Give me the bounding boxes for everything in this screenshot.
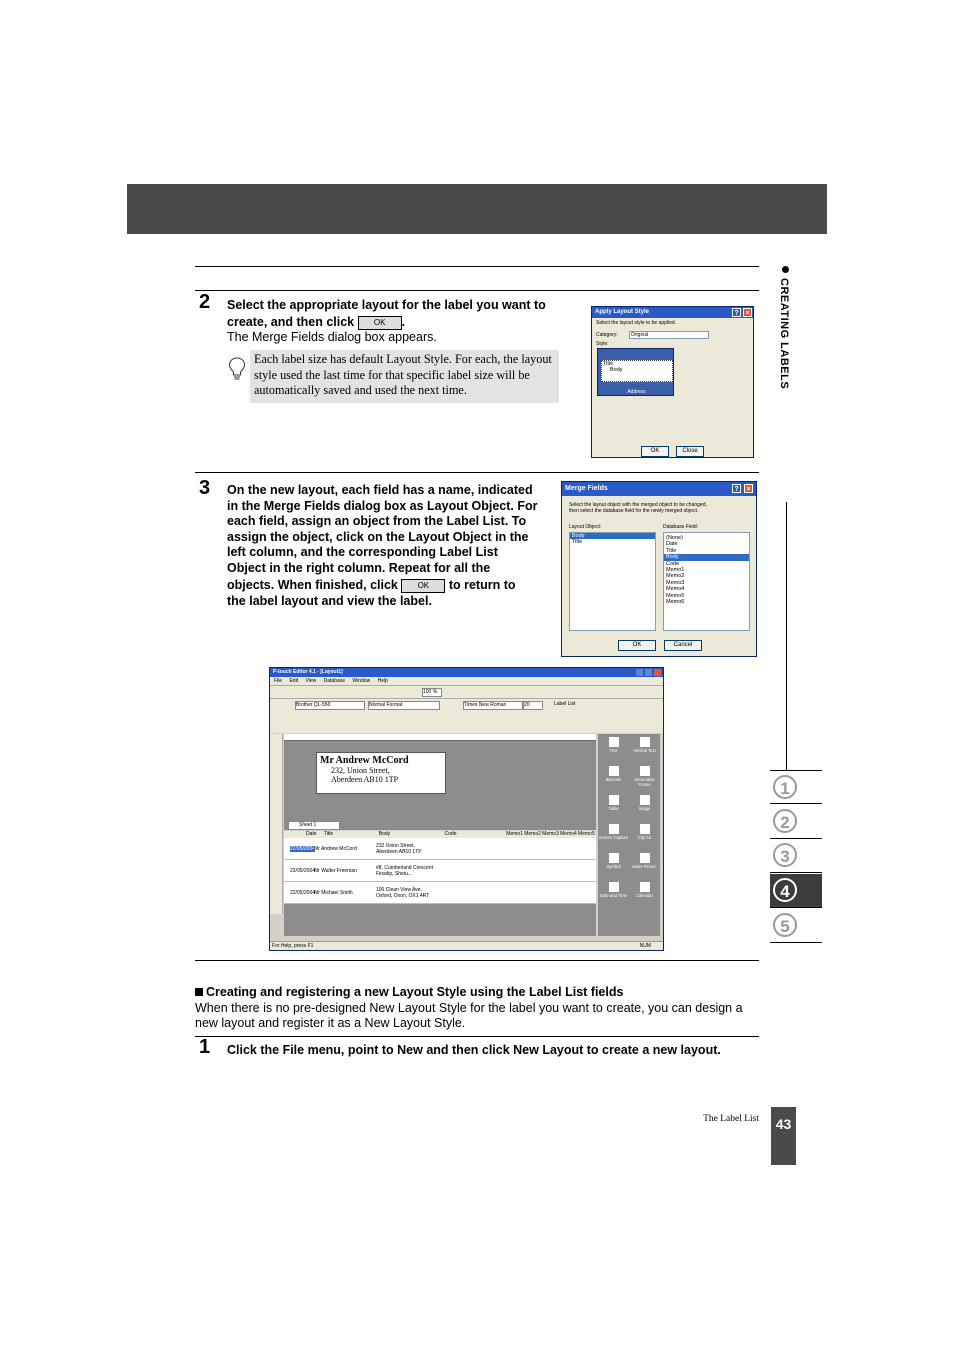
label-list-grid[interactable] bbox=[284, 831, 596, 936]
chapter-tab-4[interactable]: 4 bbox=[770, 874, 822, 908]
side-divider bbox=[786, 502, 787, 770]
ok-button[interactable]: OK bbox=[618, 640, 656, 651]
step-3-instruction: On the new layout, each field has a name, indicated in the Merge Fields dialog box as Layout Object. For each field, assign an object from the Label List. To assign the object, click on the Layout Object in the left column, and the corresponding Label List Object in the right column. Repeat for all the objects. When finished, click OK to return to the label layout and view the label. bbox=[227, 483, 538, 608]
step-1-instruction: Click the File menu, point to New and then click New Layout to create a new layout. bbox=[227, 1043, 721, 1057]
header-bar bbox=[127, 184, 827, 234]
section-body: When there is no pre-designed New Layout Style for the label you want to create, you can design a new layout and register it as a New Layout Style. bbox=[195, 1001, 743, 1030]
chapter-tab-3[interactable]: 3 bbox=[770, 839, 822, 873]
inline-ok-button: OK bbox=[358, 316, 402, 330]
section-bullet bbox=[782, 266, 789, 273]
size-select[interactable]: 20 bbox=[523, 701, 543, 710]
font-select[interactable]: Times New Roman bbox=[463, 701, 523, 710]
label-preview[interactable]: Mr Andrew McCord 232, Union Street, Aberdeen AB10 1TP bbox=[316, 752, 446, 794]
style-preview[interactable]: Title Body Address bbox=[597, 348, 674, 396]
cancel-button[interactable]: Cancel bbox=[664, 640, 702, 651]
drawing-tools-column bbox=[270, 734, 283, 914]
screen-capture-tool[interactable]: Screen Capture bbox=[598, 821, 629, 850]
help-icon[interactable]: ? bbox=[732, 484, 741, 493]
rule-step3 bbox=[195, 472, 759, 473]
make-picture-tool[interactable]: Make Picture bbox=[629, 850, 660, 879]
vertical-text-icon bbox=[640, 737, 650, 747]
footer-label: The Label List bbox=[703, 1114, 759, 1124]
step-3-number: 3 bbox=[199, 477, 211, 499]
close-icon[interactable]: × bbox=[743, 308, 752, 317]
category-select[interactable]: Original bbox=[629, 331, 709, 339]
lightbulb-icon bbox=[228, 357, 246, 381]
clip-art-icon bbox=[640, 824, 650, 834]
maximize-icon[interactable] bbox=[645, 669, 652, 676]
date-time-tool[interactable]: Date and Time bbox=[598, 879, 629, 908]
rule-section bbox=[195, 960, 759, 961]
chapter-tab-2[interactable]: 2 bbox=[770, 805, 822, 839]
minimize-icon[interactable] bbox=[636, 669, 643, 676]
table-row[interactable]: 22/05/2004 Mr Michael Smith 100 Clean View Ave, Oxford, Oxon, OX1 4RT bbox=[284, 882, 596, 904]
layout-object-list[interactable]: Body Title bbox=[569, 532, 656, 631]
rule-step1 bbox=[195, 1036, 759, 1037]
step-2-result: The Merge Fields dialog box appears. bbox=[227, 330, 437, 344]
barcode-icon bbox=[609, 766, 619, 776]
printer-select[interactable]: Brother QL-550 bbox=[295, 701, 365, 710]
step-1-number: 1 bbox=[199, 1036, 211, 1058]
ptouch-editor-window bbox=[269, 667, 664, 951]
window-title-bar: P-touch Editor 4.1 - [Layout1] bbox=[270, 668, 663, 677]
merge-fields-dialog: Merge Fields ? × Select the layout object with the merged object to be changed, then select the database field for the newly merged object. Layout Object: Body Title Database Field: (None) Date Title Body Code Memo1 Memo2 Memo3 Memo4 Memo5 Memo6 OK Cancel bbox=[561, 481, 757, 657]
ok-button[interactable]: OK bbox=[641, 446, 669, 457]
calendar-icon bbox=[640, 882, 650, 892]
dialog-title-bar: Apply Layout Style ? × bbox=[592, 307, 753, 318]
close-button[interactable]: Close bbox=[676, 446, 704, 457]
step-2-number: 2 bbox=[199, 291, 211, 313]
apply-layout-style-dialog: Apply Layout Style ? × Select the layout style to be applied. Category: Original Style: Title Body Address OK Close bbox=[591, 306, 754, 458]
main-toolbar bbox=[270, 685, 663, 698]
section-heading: Creating and registering a new Layout Style using the Label List fields bbox=[195, 985, 623, 999]
calendar-tool[interactable]: Calendar bbox=[629, 879, 660, 908]
image-tool[interactable]: Image bbox=[629, 792, 660, 821]
text-tool[interactable]: Text bbox=[598, 734, 629, 763]
sheet-tab[interactable]: Sheet 1 bbox=[288, 821, 340, 830]
rule-top bbox=[195, 266, 759, 267]
screen-capture-icon bbox=[609, 824, 619, 834]
date-time-icon bbox=[609, 882, 619, 892]
font-format-select[interactable]: Normal Format bbox=[368, 701, 440, 710]
side-section-title: CREATING LABELS bbox=[778, 278, 790, 390]
square-bullet-icon bbox=[195, 988, 203, 996]
make-picture-icon bbox=[640, 853, 650, 863]
close-icon[interactable] bbox=[654, 669, 661, 676]
label-list-select[interactable]: Label List bbox=[554, 701, 576, 707]
zoom-select[interactable]: 100 % bbox=[422, 688, 442, 697]
status-bar: For Help, press F1 NUM bbox=[270, 941, 663, 950]
symbol-icon bbox=[609, 853, 619, 863]
menu-bar: File Edit View Database Window Help bbox=[270, 677, 663, 685]
database-field-list[interactable]: (None) Date Title Body Code Memo1 Memo2 Memo3 Memo4 Memo5 Memo6 bbox=[663, 532, 750, 631]
table-row[interactable]: 22/05/2004 Mr Walter Freeman #8, Cumberland Crescent Finsdip, Shetu... bbox=[284, 860, 596, 882]
vertical-text-tool[interactable]: Vertical Text bbox=[629, 734, 660, 763]
chapter-tab-1[interactable]: 1 bbox=[770, 770, 822, 804]
barcode-tool[interactable]: Barcode bbox=[598, 763, 629, 792]
grid-header: Date Title Body Code Memo1 Memo2 Memo3 Memo4 Memo5 bbox=[284, 831, 596, 838]
inline-ok-button: OK bbox=[401, 579, 445, 593]
image-icon bbox=[640, 795, 650, 805]
tip-box: Each label size has default Layout Style. For each, the layout style used the last time for that specific label size will be automatically saved and used the next time. bbox=[250, 350, 559, 403]
property-toolbar bbox=[270, 698, 663, 733]
step-2-instruction: Select the appropriate layout for the label you want to create, and then click OK . bbox=[227, 298, 546, 329]
layout-canvas[interactable] bbox=[284, 734, 596, 830]
object-dock bbox=[598, 734, 660, 936]
close-icon[interactable]: × bbox=[744, 484, 753, 493]
ruler bbox=[284, 734, 596, 741]
table-icon bbox=[609, 795, 619, 805]
chapter-tab-5[interactable]: 5 bbox=[770, 909, 822, 943]
rule-step2 bbox=[195, 290, 759, 291]
page-number: 43 bbox=[771, 1107, 796, 1165]
table-row[interactable]: 22/05/2004 Mr Andrew McCord 232 Union Street, Aberdeen AB10 1TP bbox=[284, 838, 596, 860]
help-icon[interactable]: ? bbox=[732, 308, 741, 317]
dialog-title-bar: Merge Fields ? × bbox=[562, 482, 756, 496]
frame-icon bbox=[640, 766, 650, 776]
table-tool[interactable]: Table bbox=[598, 792, 629, 821]
frame-tool[interactable]: Decorative Frame bbox=[629, 763, 660, 792]
symbol-tool[interactable]: Symbol bbox=[598, 850, 629, 879]
text-icon bbox=[609, 737, 619, 747]
clip-art-tool[interactable]: Clip Art bbox=[629, 821, 660, 850]
